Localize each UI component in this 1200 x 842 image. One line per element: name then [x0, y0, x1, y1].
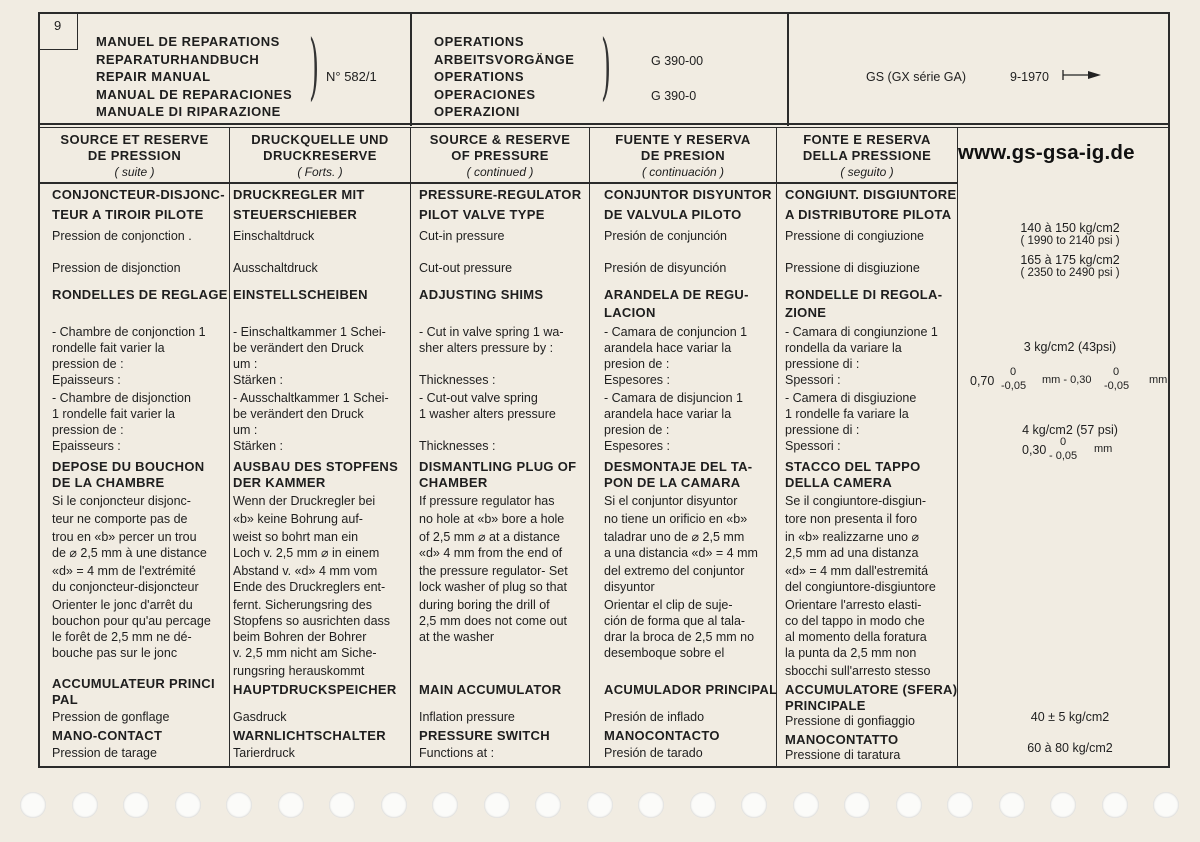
text-line: during boring the drill of [419, 598, 550, 612]
section-heading: DRUCKREGLER MIT [233, 187, 365, 202]
tolerance-base-3: 0,30 [1022, 443, 1047, 457]
section-heading: PON DE LA CAMARA [604, 475, 741, 490]
text-line: Orienter le jonc d'arrêt du [52, 598, 193, 612]
text-line: Thicknesses : [419, 439, 496, 453]
section-heading: ZIONE [785, 305, 827, 320]
section-heading: PRESSURE SWITCH [419, 728, 550, 743]
punch-hole [484, 792, 510, 818]
text-line: 2,5 mm does not come out [419, 614, 567, 628]
text-line: de ⌀ 2,5 mm à une distance [52, 546, 207, 560]
punch-hole [1153, 792, 1179, 818]
text-line: the pressure regulator- Set [419, 564, 568, 578]
punch-hole [329, 792, 355, 818]
punch-hole [793, 792, 819, 818]
text-line: drar la broca de 2,5 mm no [604, 630, 755, 644]
text-line: Epaisseurs : [52, 373, 121, 387]
tolerance-mid-1: mm - 0,30 [1042, 374, 1092, 386]
text-line: - Camara de disjuncion 1 [604, 391, 743, 405]
punch-hole [72, 792, 98, 818]
text-line: Einschaltdruck [233, 229, 315, 243]
text-line: tore non presenta il foro [785, 512, 918, 526]
punch-hole [123, 792, 149, 818]
section-heading: WARNLICHTSCHALTER [233, 728, 386, 743]
text-line: sher alters pressure by : [419, 341, 554, 355]
text-line: um : [233, 357, 258, 371]
section-heading: A DISTRIBUTORE PILOTA [785, 207, 952, 222]
manual-title-en: REPAIR MANUAL [96, 69, 211, 84]
column-title-line: SOURCE ET RESERVE [60, 132, 209, 147]
text-line: presion de : [604, 423, 670, 437]
section-heading: DISMANTLING PLUG OF [419, 459, 577, 474]
header-separator-1 [410, 12, 412, 126]
section-heading: PRESSURE-REGULATOR [419, 187, 582, 202]
header-separator-2 [787, 12, 789, 126]
column-subtitle: ( seguito ) [840, 165, 894, 179]
section-heading: DEPOSE DU BOUCHON [52, 459, 205, 474]
section-heading: STEUERSCHIEBER [233, 207, 358, 222]
text-line: desemboque sobre el [604, 646, 725, 660]
text-line: rondelle fait varier la [52, 341, 165, 355]
punch-hole [896, 792, 922, 818]
section-heading: EINSTELLSCHEIBEN [233, 287, 368, 302]
text-line: - Chambre de conjonction 1 [52, 325, 206, 339]
column-title-line: DE PRESSION [87, 148, 182, 163]
inflation-value: 40 ± 5 kg/cm2 [1030, 710, 1110, 724]
text-line: rondella da variare la [785, 341, 902, 355]
value-line: 140 à 150 kg/cm2 [1020, 221, 1120, 235]
section-heading: CONJONCTEUR-DISJONC- [52, 187, 225, 202]
text-line: Pressione di taratura [785, 748, 901, 762]
column-title-line: DRUCKRESERVE [263, 148, 377, 163]
operations-title-list [434, 33, 574, 121]
text-line: - Einschaltkammer 1 Schei- [233, 325, 386, 339]
text-line: Espesores : [604, 439, 671, 453]
text-line: Pression de disjonction [52, 261, 181, 275]
text-line: Epaisseurs : [52, 439, 121, 453]
text-line: arandela hace variar la [604, 341, 732, 355]
cut-out-value [985, 253, 1155, 279]
text-line: - Camera di disgiuzione [785, 391, 917, 405]
column-title-line: DE PRESION [640, 148, 726, 163]
text-line: um : [233, 423, 258, 437]
manual-title-it: MANUALE DI RIPARAZIONE [96, 104, 281, 119]
text-line: v. 2,5 mm nicht am Siche- [233, 646, 377, 660]
text-line: Spessori : [785, 373, 841, 387]
section-heading: DESMONTAJE DEL TA- [604, 459, 753, 474]
section-heading: CONJUNTOR DISYUNTOR [604, 187, 772, 202]
operation-code-2: G 390-0 [651, 89, 697, 103]
section-heading: PAL [52, 692, 78, 707]
text-line: Presión de inflado [604, 710, 705, 724]
text-line: del extremo del conjuntor [604, 564, 745, 578]
text-line: Tarierdruck [233, 746, 295, 760]
operations-title-es: OPERACIONES [434, 86, 536, 102]
cut-in-value [985, 221, 1155, 247]
text-line: - Chambre de disjonction [52, 391, 191, 405]
text-line: no hole at «b» bore a hole [419, 512, 565, 526]
text-line: Wenn der Druckregler bei [233, 494, 376, 508]
tolerance-lower-2: -0,05 [1104, 380, 1130, 392]
text-line: 2,5 mm ad una distanza [785, 546, 919, 560]
text-line: pression de : [52, 423, 124, 437]
arrow-right-icon [1062, 69, 1102, 81]
punch-hole [226, 792, 252, 818]
section-heading: MAIN ACCUMULATOR [419, 682, 562, 697]
text-line: lock washer of plug so that [419, 580, 567, 594]
text-line: Se il congiuntore-disgiun- [785, 494, 927, 508]
text-line: «d» = 4 mm de l'extrémité [52, 564, 196, 578]
text-line: 1 rondelle fait varier la [52, 407, 175, 421]
punch-hole [587, 792, 613, 818]
section-heading: STACCO DEL TAPPO [785, 459, 921, 474]
text-line: a una distancia «d» = 4 mm [604, 546, 758, 560]
text-line: beim Bohren der Bohrer [233, 630, 367, 644]
text-line: If pressure regulator has [419, 494, 555, 508]
text-line: Pression de gonflage [52, 710, 170, 724]
column-separator-1 [229, 127, 230, 768]
text-line: bouche pas sur le jonc [52, 646, 178, 660]
operations-title-it: OPERAZIONI [434, 104, 520, 119]
tolerance-upper-2: 0 [1113, 366, 1120, 378]
section-heading: TEUR A TIROIR PILOTE [52, 207, 204, 222]
section-heading: MANO-CONTACT [52, 728, 163, 743]
punch-hole [381, 792, 407, 818]
tolerance-upper-1: 0 [1010, 366, 1017, 378]
text-line: fernt. Sicherungsring des [233, 598, 372, 612]
text-line: Ausschaltdruck [233, 261, 318, 275]
text-line: teur ne comporte pas de [52, 512, 188, 526]
header-divider [38, 123, 1170, 125]
section-heading: RONDELLES DE REGLAGE [52, 287, 228, 302]
text-line: presion de : [604, 357, 670, 371]
section-heading: ACCUMULATORE (SFERA) [785, 682, 958, 697]
text-line: «d» = 4 mm dall'estremitá [785, 564, 929, 578]
text-line: ción de forma que al tala- [604, 614, 746, 628]
punch-hole [278, 792, 304, 818]
text-line: del congiuntore-disgiuntore [785, 580, 936, 594]
section-heading: CONGIUNT. DISGIUNTORE [785, 187, 957, 202]
punch-hole [432, 792, 458, 818]
text-line: Si le conjoncteur disjonc- [52, 494, 191, 508]
text-line: Spessori : [785, 439, 841, 453]
text-line: le forêt de 2,5 mm ne dé- [52, 630, 192, 644]
text-line: - Camara de conjuncion 1 [604, 325, 748, 339]
text-line: la punta da 2,5 mm non [785, 646, 917, 660]
text-line: rungsring herauskommt [233, 664, 365, 678]
text-line: arandela hace variar la [604, 407, 732, 421]
section-heading: LACION [604, 305, 656, 320]
section-heading: DE LA CHAMBRE [52, 475, 165, 490]
punch-hole [1050, 792, 1076, 818]
text-line: disyuntor [604, 580, 655, 594]
text-line: bouchon pour qu'au percage [52, 614, 211, 628]
punch-hole [638, 792, 664, 818]
text-line: Abstand v. «d» 4 mm vom [233, 564, 378, 578]
tolerance-unit-2: mm [1149, 374, 1168, 386]
text-line: «b» keine Bohrung auf- [233, 512, 363, 526]
text-line: 1 rondelle fa variare la [785, 407, 909, 421]
text-line: Espesores : [604, 373, 671, 387]
column-title-line: DRUCKQUELLE UND [251, 132, 389, 147]
website-watermark: www.gs-gsa-ig.de [958, 141, 1135, 164]
text-line: taladrar uno de ⌀ 2,5 mm [604, 530, 745, 544]
text-line: of 2,5 mm ⌀ at a distance [419, 530, 560, 544]
text-line: Stärken : [233, 373, 284, 387]
text-line: - Camara di congiunzione 1 [785, 325, 938, 339]
operations-title-en: OPERATIONS [434, 69, 524, 84]
column-separator-3 [589, 127, 590, 768]
text-line: Functions at : [419, 746, 495, 760]
manual-title-es: MANUAL DE REPARACIONES [96, 86, 293, 102]
punch-hole [690, 792, 716, 818]
text-line: be verändert den Druck [233, 407, 364, 421]
text-line: at the washer [419, 630, 495, 644]
manual-title-de: REPARATURHANDBUCH [96, 51, 260, 67]
section-heading: HAUPTDRUCKSPEICHER [233, 682, 397, 697]
text-line: pression de : [52, 357, 124, 371]
text-line: Si el conjuntor disyuntor [604, 494, 738, 508]
section-heading: ARANDELA DE REGU- [604, 287, 749, 302]
column-subtitle: ( continued ) [466, 165, 534, 179]
section-heading: AUSBAU DES STOPFENS [233, 459, 399, 474]
punch-hole [1102, 792, 1128, 818]
text-line: pressione di : [785, 357, 860, 371]
text-line: Inflation pressure [419, 710, 515, 724]
column-header-de [230, 132, 410, 182]
manual-title-list [96, 33, 292, 121]
section-heading: DELLA CAMERA [785, 475, 893, 490]
text-line: Cut-out pressure [419, 261, 513, 275]
section-heading: DE VALVULA PILOTO [604, 207, 742, 222]
text-line: Pressione di gonfiaggio [785, 714, 915, 728]
text-line: Pressione di congiuzione [785, 229, 924, 243]
column-separator-5 [957, 127, 958, 768]
text-line: trou en «b» percer un trou [52, 530, 197, 544]
punch-hole [844, 792, 870, 818]
section-heading: MANOCONTATTO [785, 732, 899, 747]
text-line: Pression de tarage [52, 746, 157, 760]
column-title-line: DELLA PRESSIONE [802, 148, 932, 163]
text-line: Ende des Druckreglers ent- [233, 580, 386, 594]
punch-hole [20, 792, 46, 818]
text-line: Stärken : [233, 439, 284, 453]
text-line: 1 washer alters pressure [419, 407, 556, 421]
text-line: no tiene un orificio en «b» [604, 512, 748, 526]
section-heading: RONDELLE DI REGOLA- [785, 287, 943, 302]
brace-icon: ) [601, 24, 611, 108]
text-line: Orientare l'arresto elasti- [785, 598, 922, 612]
column-subtitle: ( suite ) [114, 165, 155, 179]
column-header-it [777, 132, 957, 182]
tolerance-lower-1: -0,05 [1001, 380, 1027, 392]
text-line: al momento della foratura [785, 630, 927, 644]
column-header-divider [38, 182, 958, 184]
column-header-es [590, 132, 776, 182]
column-header-fr [40, 132, 229, 182]
cut-in-shim-value: 3 kg/cm2 (43psi) [1023, 340, 1117, 354]
tolerance-lower-3: - 0,05 [1049, 450, 1078, 462]
text-line: - Cut-out valve spring [419, 391, 538, 405]
punch-hole [175, 792, 201, 818]
text-line: Presión de disyunción [604, 261, 727, 275]
punch-hole [947, 792, 973, 818]
text-line: Presión de conjunción [604, 229, 727, 243]
date-label: 9-1970 [1010, 70, 1049, 84]
punch-hole [741, 792, 767, 818]
text-line: Loch v. 2,5 mm ⌀ in einem [233, 546, 380, 560]
column-title-line: OF PRESSURE [451, 148, 549, 163]
text-line: co del tappo in modo che [785, 614, 925, 628]
section-heading: CHAMBER [419, 475, 488, 490]
text-line: - Ausschaltkammer 1 Schei- [233, 391, 389, 405]
model-label: GS (GX série GA) [866, 70, 967, 84]
text-line: Orientar el clip de suje- [604, 598, 733, 612]
column-subtitle: ( Forts. ) [297, 165, 343, 179]
cut-out-shim-value: 4 kg/cm2 (57 psi) [1022, 423, 1118, 437]
column-subtitle: ( continuación ) [641, 165, 725, 179]
value-line: 165 à 175 kg/cm2 [1020, 253, 1120, 267]
text-line: «d» 4 mm from the end of [419, 546, 563, 560]
switch-value: 60 à 80 kg/cm2 [1027, 741, 1113, 755]
text-line: weist so bohrt man ein [233, 530, 359, 544]
punch-hole [999, 792, 1025, 818]
section-heading: DER KAMMER [233, 475, 326, 490]
brace-icon: ) [309, 24, 319, 108]
value-line: ( 2350 to 2490 psi ) [1020, 267, 1120, 279]
column-title-line: FUENTE Y RESERVA [615, 132, 751, 147]
text-line: Presión de tarado [604, 746, 703, 760]
text-line: in «b» realizzarne uno ⌀ [785, 530, 919, 544]
column-title-line: SOURCE & RESERVE [429, 132, 571, 147]
text-line: pressione di : [785, 423, 860, 437]
tolerance-base-1: 0,70 [970, 374, 995, 388]
column-separator-4 [776, 127, 777, 768]
section-heading: MANOCONTACTO [604, 728, 720, 743]
text-line: Pressione di disgiuzione [785, 261, 920, 275]
value-line: ( 1990 to 2140 psi ) [1020, 235, 1120, 247]
column-header-en [411, 132, 589, 182]
text-line: du conjoncteur-disjoncteur [52, 580, 199, 594]
text-line: Cut-in pressure [419, 229, 505, 243]
text-line: be verändert den Druck [233, 341, 364, 355]
tolerance-unit-3: mm [1094, 443, 1113, 455]
section-heading: ACCUMULATEUR PRINCI [52, 676, 215, 691]
operations-title-de: ARBEITSVORGÄNGE [434, 51, 575, 67]
text-line: Pression de conjonction . [52, 229, 192, 243]
text-line: sbocchi sull'arresto stesso [785, 664, 931, 678]
section-heading: PILOT VALVE TYPE [419, 207, 545, 222]
page-number: 9 [40, 14, 78, 50]
section-heading: ADJUSTING SHIMS [419, 287, 544, 302]
section-heading: PRINCIPALE [785, 698, 866, 713]
column-separator-2 [410, 127, 411, 768]
operations-title-fr: OPERATIONS [434, 34, 524, 49]
operation-code-1: G 390-00 [651, 54, 704, 68]
manual-title-fr: MANUEL DE REPARATIONS [96, 34, 280, 49]
text-line: - Cut in valve spring 1 wa- [419, 325, 564, 339]
text-line: Stopfens so ausrichten dass [233, 614, 391, 628]
column-title-line: FONTE E RESERVA [803, 132, 931, 147]
manual-number: N° 582/1 [326, 69, 377, 84]
text-line: Gasdruck [233, 710, 287, 724]
punch-hole [535, 792, 561, 818]
tolerance-upper-3: 0 [1060, 436, 1067, 448]
section-heading: ACUMULADOR PRINCIPAL [604, 682, 778, 697]
text-line: Thicknesses : [419, 373, 496, 387]
header-divider-thin [38, 127, 1170, 128]
